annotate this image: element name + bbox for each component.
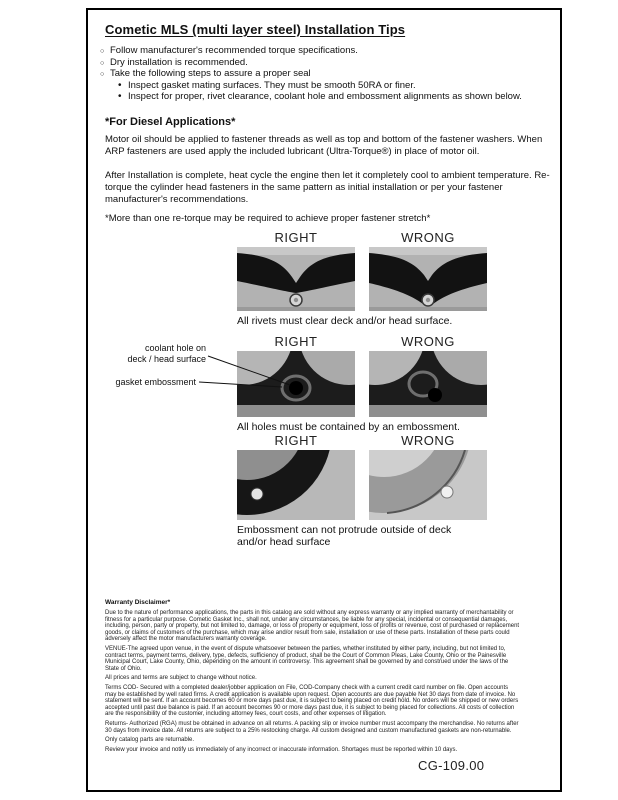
tip-item <box>100 68 555 80</box>
callout-line: deck / head surface <box>127 353 206 364</box>
figure-panels <box>237 247 517 311</box>
diesel-paragraph: After Installation is complete, heat cycle the engine then let it completely cool to ambient temperature. Re-torque the cylinder head fasteners in the same pattern as initial installation or per your fastener manufacturer's recommendations. <box>105 170 550 205</box>
diesel-applications-heading: *For Diesel Applications* <box>105 116 236 128</box>
coolant-hole-wrong-image <box>369 351 487 417</box>
catalog-code: CG-109.00 <box>418 758 485 773</box>
embossment-wrong-image <box>369 450 487 520</box>
wrong-label: WRONG <box>401 230 455 245</box>
disclaimer-paragraph: Only catalog parts are returnable. <box>105 737 195 744</box>
tip-text: Dry installation is recommended. <box>110 56 248 68</box>
tip-text: Follow manufacturer's recommended torque specifications. <box>110 45 358 56</box>
callout-line: coolant hole on <box>144 343 206 353</box>
figure-caption: Embossment can not protrude outside of deck and/or head surface <box>237 524 452 548</box>
embossment-right-image <box>237 450 355 520</box>
tip-text: Take the following steps to assure a proper seal <box>110 68 311 79</box>
tips-list <box>100 45 555 103</box>
right-label: RIGHT <box>274 230 318 245</box>
disclaimer-paragraph: All prices and terms are subject to change without notice. <box>105 675 257 682</box>
warranty-disclaimer-heading: Warranty Disclaimer* <box>105 599 171 606</box>
figure-caption: All rivets must clear deck and/or head surface. <box>237 315 453 327</box>
callout-pointer-lines <box>198 345 303 400</box>
disclaimer-paragraph: Review your invoice and notify us immediately of any incorrect or inaccurate information. Shortages must be reported within 10 days. <box>105 746 458 753</box>
disclaimer-paragraph: Due to the nature of performance applications, the parts in this catalog are sold without any express warranty or any implied warranty of merchantability or fitness for a particular purpose. Cometic Gasket Inc., shall not, under any circumstances, be liable for any special, incidental or consequential damages, including, person, party or property, but not limited to, damage, or loss of property or equipment, loss of profits or revenue, cost of purchased or replacement goods, or claims of customers of the purchase, which may arise and/or result from sale, installation or use of these parts. Installation of these parts could adversely affect the motor manufacturers warranty coverage. <box>105 610 520 643</box>
rivet-wrong-image <box>369 247 487 311</box>
document-frame <box>86 8 562 792</box>
right-label: RIGHT <box>274 334 318 349</box>
warranty-disclaimer <box>105 599 520 756</box>
figure-labels <box>237 433 517 448</box>
circle-bullet-icon: ○ <box>100 48 105 55</box>
circle-bullet-icon: ○ <box>100 71 105 78</box>
figure-caption: All holes must be contained by an embossment. <box>237 421 460 433</box>
wrong-label: WRONG <box>401 433 455 448</box>
figure-embossment-protrusion <box>237 433 517 548</box>
tip-item <box>100 57 555 69</box>
rivet-right-image <box>237 247 355 311</box>
circle-bullet-icon: ○ <box>100 59 105 67</box>
tip-sub-item <box>118 91 555 103</box>
retorque-note: *More than one re-torque may be required to achieve proper fastener stretch* <box>105 213 431 224</box>
wrong-label: WRONG <box>401 334 455 349</box>
tip-sub-item <box>118 80 555 92</box>
callout-coolant-hole <box>111 343 206 364</box>
page-title: Cometic MLS (multi layer steel) Installation Tips <box>105 22 406 37</box>
dot-bullet-icon: • <box>118 79 122 91</box>
disclaimer-paragraph: Terms COD- Secured with a completed dealer/jobber application on File, COD-Company check with a current credit card number on file. Open accounts may be established by well rated firms. A credit application is available upon request. Open accounts are due payable Net 30 days from date of invoice. No statement will be sent. If an account becomes 60 or more days past due, it is subject to being placed on credit hold. No orders will be shipped or new orders accepted until past due balance is paid. If an account becomes 90 or more days past due, it is subject to being placed for collections. All costs of collection are the responsibility of the customer, including attorney fees, court costs, and other expenses of litigation. <box>105 684 519 718</box>
figure-rivet-clearance <box>237 230 517 327</box>
diesel-paragraph: Motor oil should be applied to fastener threads as well as top and bottom of the fastener washers. When ARP fasteners are used apply the included lubricant (Ultra-Torque®) in place of motor oil. <box>105 134 543 157</box>
figure-panels <box>237 450 517 520</box>
tip-item <box>100 45 555 57</box>
callout-gasket-embossment: gasket embossment <box>115 377 196 387</box>
dot-bullet-icon: • <box>118 91 122 102</box>
right-label: RIGHT <box>274 433 318 448</box>
tip-text: Inspect for proper, rivet clearance, coolant hole and embossment alignments as shown below. <box>128 91 522 102</box>
disclaimer-paragraph: Returns- Authorized (RGA) must be obtained in advance on all returns. A packing slip or invoice number must accompany the merchandise. No returns after 30 days from invoice date. All returns are subject to a 25% restocking charge. All custom designed and custom manufactured gaskets are non-returnable. <box>105 720 519 734</box>
tip-text: Inspect gasket mating surfaces. They must be smooth 50RA or finer. <box>128 79 416 91</box>
disclaimer-paragraph: VENUE-The agreed upon venue, in the event of dispute whatsoever between the parties, whether instituted by either party, including, but not limited to, contract terms, payment terms, delivery, type, defects, sufficiency of product, shall be the Court of Common Pleas, Lake County, Ohio or the Painesville Municipal Court, Lake County, Ohio, depending on the amount in controversy. This agreement shall be governed by and construed under the laws of the State of Ohio. <box>105 645 509 672</box>
figure-labels <box>237 230 517 245</box>
